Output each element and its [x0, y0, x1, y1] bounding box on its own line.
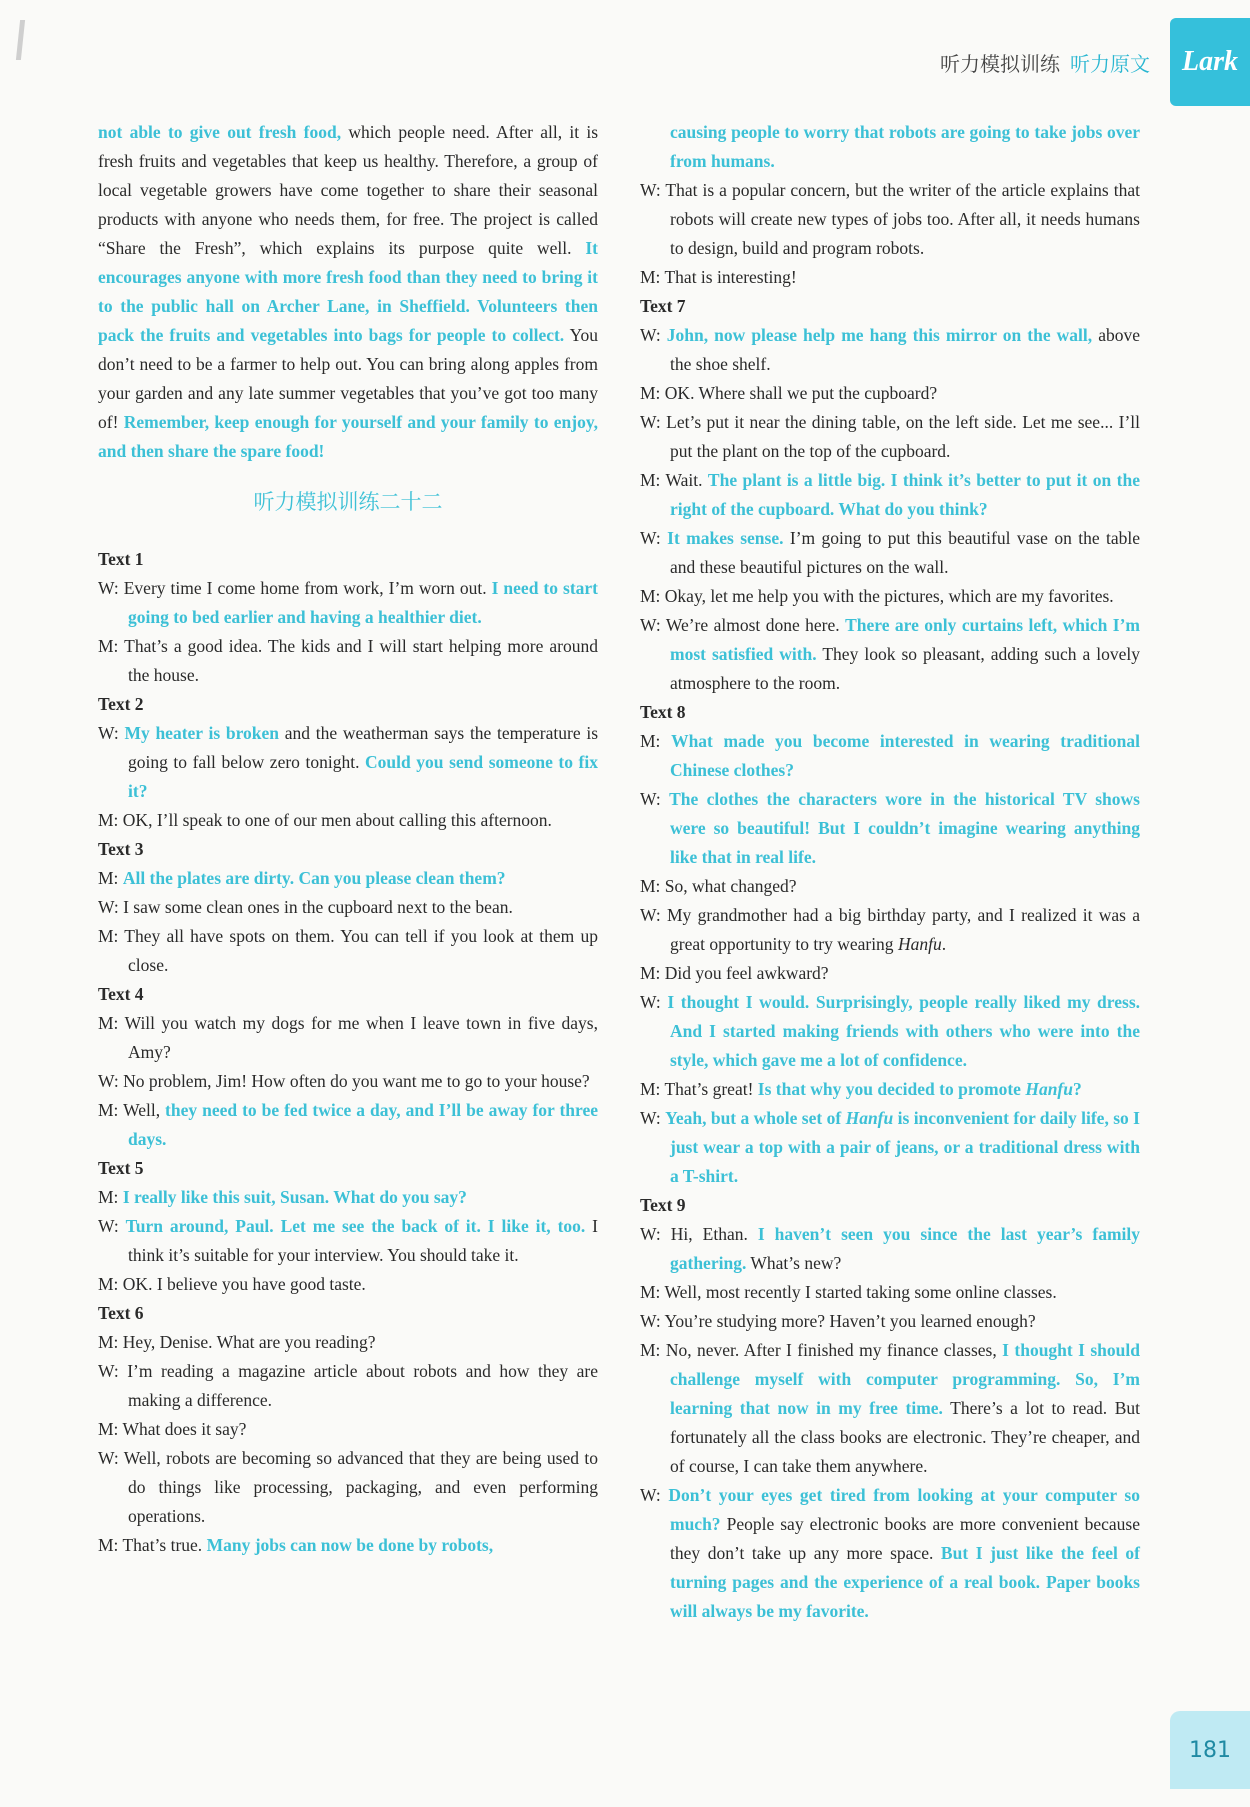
dialogue-line: W: My grandmother had a big birthday party, and I realized it was a great opportunity to try wearing Hanfu. [640, 905, 1140, 954]
dialogue-line: W: Every time I come home from work, I’m worn out. I need to start going to bed earlier and having a healthier diet. [98, 578, 598, 627]
dialogue-line: W: Let’s put it near the dining table, on the left side. Let me see... I’ll put the plant on the top of the cupboard. [640, 412, 1140, 461]
dialogue-line: W: You’re studying more? Haven’t you learned enough? [640, 1311, 1036, 1331]
dialogue-line: W: My heater is broken and the weatherman says the temperature is going to fall below zero tonight. Could you send someone to fix it? [98, 723, 598, 801]
text-label: Text 3 [98, 839, 144, 859]
text-label: Text 4 [98, 984, 144, 1004]
dialogue-line: M: OK. Where shall we put the cupboard? [640, 383, 938, 403]
dialogue-line: W: I thought I would. Surprisingly, people really liked my dress. And I started making friends with others who were into the style, which gave me a lot of confidence. [640, 992, 1141, 1070]
dialogue-line: W: We’re almost done here. There are only curtains left, which I’m most satisfied with. They look so pleasant, adding such a lovely atmosphere to the room. [640, 615, 1141, 693]
section-title: 听力模拟训练二十二 [253, 490, 443, 514]
dialogue-line: W: John, now please help me hang this mirror on the wall, above the shoe shelf. [640, 325, 1140, 374]
left-transcripts [98, 545, 598, 1560]
dialogue-line: M: All the plates are dirty. Can you please clean them? [98, 868, 506, 888]
intro-paragraph: not able to give out fresh food, which people need. After all, it is fresh fruits and vegetables that keep us healthy. Therefore, a group of local vegetable growers have come together to share their seasonal products with anyone who needs them, for free. The project is called “Share the Fresh”, which explains its purpose quite well. It encourages anyone with more fresh food than they need to bring it to the public hall on Archer Lane, in Sheffield. Volunteers then pack the fruits and vegetables into bags for people to collect. You don’t need to be a farmer to help out. You can bring along apples from your garden and any late summer vegetables that you’ve got too many of! Remember, keep enough for yourself and your family to enjoy, and then share the spare food! [98, 122, 598, 461]
header-section: 听力原文 [1070, 52, 1150, 76]
page-header [940, 48, 1150, 77]
text-label: Text 8 [640, 702, 686, 722]
page-number: 181 [1170, 1711, 1250, 1789]
dialogue-line: M: They all have spots on them. You can tell if you look at them up close. [98, 926, 598, 975]
dialogue-line: M: OK, I’ll speak to one of our men about calling this afternoon. [98, 810, 552, 830]
text-label: Text 7 [640, 296, 686, 316]
dialogue-line: M: OK. I believe you have good taste. [98, 1274, 366, 1294]
dialogue-line: M: So, what changed? [640, 876, 797, 896]
dialogue-line: W: I saw some clean ones in the cupboard next to the bean. [98, 897, 513, 917]
dialogue-line: M: Hey, Denise. What are you reading? [98, 1332, 376, 1352]
dialogue-line: W: It makes sense. I’m going to put this beautiful vase on the table and these beautiful pictures on the wall. [640, 528, 1141, 577]
dialogue-line: M: Okay, let me help you with the pictures, which are my favorites. [640, 586, 1114, 606]
dialogue-line: M: That’s great! Is that why you decided to promote Hanfu? [640, 1079, 1082, 1099]
dialogue-line: M: That’s true. Many jobs can now be done by robots, [98, 1535, 494, 1555]
dialogue-line: M: Well, they need to be fed twice a day, and I’ll be away for three days. [98, 1100, 598, 1149]
dialogue-line: W: Don’t your eyes get tired from looking at your computer so much? People say electronic books are more convenient because they don’t take up any more space. But I just like the feel of turning pages and the experience of a real book. Paper books will always be my favorite. [640, 1485, 1140, 1621]
dialogue-line: W: The clothes the characters wore in the historical TV shows were so beautiful! But I couldn’t imagine wearing anything like that in real life. [640, 789, 1140, 867]
dialogue-line: W: Hi, Ethan. I haven’t seen you since the last year’s family gathering. What’s new? [640, 1224, 1140, 1273]
text-label: Text 6 [98, 1303, 144, 1323]
dialogue-line: W: Turn around, Paul. Let me see the back of it. I like it, too. I think it’s suitable for your interview. You should take it. [98, 1216, 599, 1265]
dialogue-line: M: What does it say? [98, 1419, 247, 1439]
dialogue-line: W: I’m reading a magazine article about robots and how they are making a difference. [98, 1361, 598, 1410]
dialogue-line: W: Yeah, but a whole set of Hanfu is inconvenient for daily life, so I just wear a top with a pair of jeans, or a traditional dress with a T-shirt. [640, 1108, 1140, 1186]
dialogue-line: M: Well, most recently I started taking some online classes. [640, 1282, 1057, 1302]
text-label: Text 9 [640, 1195, 686, 1215]
dialogue-line: M: That is interesting! [640, 267, 797, 287]
brand-logo: Lark [1170, 18, 1250, 106]
dialogue-line: M: Did you feel awkward? [640, 963, 829, 983]
text-label: Text 2 [98, 694, 144, 714]
dialogue-line: W: Well, robots are becoming so advanced that they are being used to do things like processing, packaging, and even performing operations. [98, 1448, 598, 1526]
dialogue-line: M: What made you become interested in wearing traditional Chinese clothes? [640, 731, 1140, 780]
dialogue-line: W: That is a popular concern, but the writer of the article explains that robots will create new types of jobs too. After all, it needs humans to design, build and program robots. [640, 180, 1140, 258]
text-label: Text 1 [98, 549, 144, 569]
binding-strip [16, 20, 25, 60]
dialogue-line: M: No, never. After I finished my finance classes, I thought I should challenge myself with computer programming. So, I’m learning that now in my free time. There’s a lot to read. But fortunately all the class books are electronic. They’re cheaper, and of course, I can take them anywhere. [640, 1340, 1140, 1476]
dialogue-line: M: I really like this suit, Susan. What do you say? [98, 1187, 467, 1207]
right-intro: causing people to worry that robots are going to take jobs over from humans. [670, 122, 1140, 171]
header-series: 听力模拟训练 [940, 52, 1060, 76]
left-column [98, 118, 598, 1560]
dialogue-line: M: Wait. The plant is a little big. I think it’s better to put it on the right of the cupboard. What do you think? [640, 470, 1140, 519]
dialogue-line: M: That’s a good idea. The kids and I will start helping more around the house. [98, 636, 598, 685]
dialogue-line: W: No problem, Jim! How often do you want me to go to your house? [98, 1071, 590, 1091]
right-column [640, 118, 1140, 1626]
dialogue-line: M: Will you watch my dogs for me when I leave town in five days, Amy? [98, 1013, 598, 1062]
text-label: Text 5 [98, 1158, 144, 1178]
right-transcripts [640, 176, 1140, 1626]
